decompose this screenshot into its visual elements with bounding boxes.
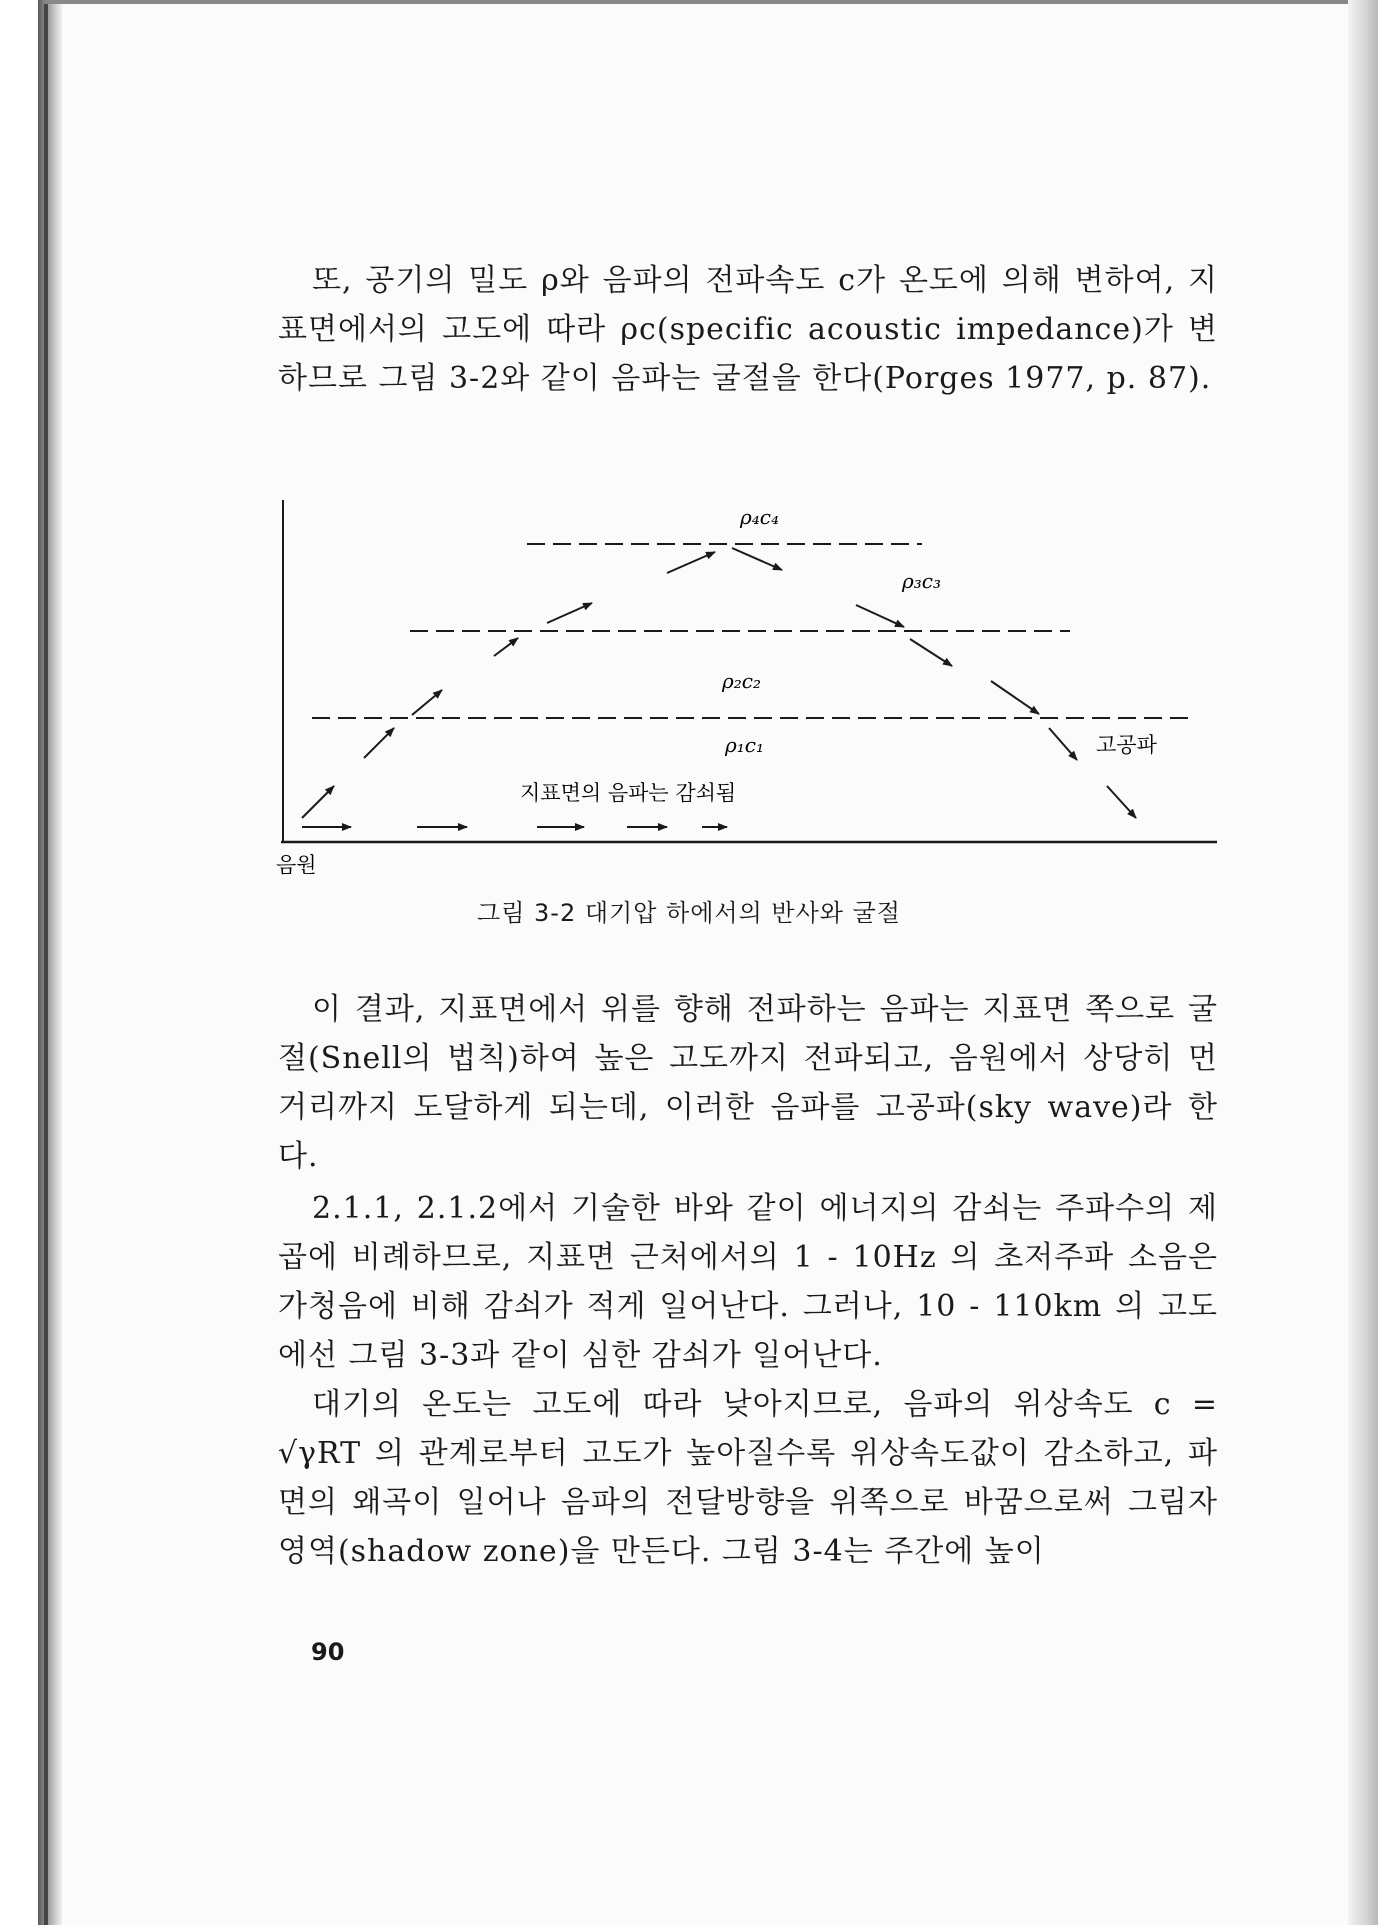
label-ground-attenuation: 지표면의 음파는 감쇠됨 xyxy=(520,781,737,805)
ray-down-1 xyxy=(732,548,782,570)
ray-down-4 xyxy=(991,681,1039,714)
ray-down-5 xyxy=(1049,728,1077,760)
ray-down-2 xyxy=(856,605,904,627)
label-rho2c2: ρ₂c₂ xyxy=(722,669,761,693)
label-rho3c3: ρ₃c₃ xyxy=(902,569,941,593)
paragraph-3-text: 2.1.1, 2.1.2에서 기술한 바와 같이 에너지의 감쇠는 주파수의 제곱에 비례하므로, 지표면 근처에서의 1 - 10Hz 의 초저주파 소음은 가청음에 비해 감쇠가 적게 일어난다. 그러나, 10 - 110km 의 고도에선 그림 3-3과 같이 심한 감쇠가 일어난다. xyxy=(278,1191,1218,1373)
label-source: 음원 xyxy=(276,853,317,877)
book-spine xyxy=(38,0,62,1925)
ray-up-2 xyxy=(364,728,394,758)
label-rho4c4: ρ₄c₄ xyxy=(740,505,779,529)
ray-down-6 xyxy=(1107,786,1136,818)
paragraph-4 xyxy=(278,1380,1218,1576)
ray-up-3 xyxy=(412,690,442,715)
paragraph-4-text: 대기의 온도는 고도에 따라 낮아지므로, 음파의 위상속도 c = √γRT 의 관계로부터 고도가 높아질수록 위상속도값이 감소하고, 파면의 왜곡이 일어나 음파의 전달방향을 위쪽으로 바꿈으로써 그림자 영역(shadow zone)을 만든다. 그림 3-4는 주간에 높이 xyxy=(278,1387,1218,1569)
paragraph-1 xyxy=(278,256,1218,403)
label-rho1c1: ρ₁c₁ xyxy=(725,733,764,757)
ray-up-1 xyxy=(302,786,334,818)
paragraph-1-text: 또, 공기의 밀도 ρ와 음파의 전파속도 c가 온도에 의해 변하여, 지표면에서의 고도에 따라 ρc(specific acoustic impedance)가 변하므로 그림 3-2와 같이 음파는 굴절을 한다(Porges 1977, p. 87). xyxy=(278,263,1218,396)
ray-up-4 xyxy=(494,638,518,656)
page-number: 90 xyxy=(311,1638,345,1666)
ray-up-5 xyxy=(547,603,592,623)
refraction-diagram xyxy=(262,488,1232,878)
book-edge-right xyxy=(1348,0,1378,1925)
label-sky-wave: 고공파 xyxy=(1096,733,1157,757)
paragraph-2-text: 이 결과, 지표면에서 위를 향해 전파하는 음파는 지표면 쪽으로 굴절(Snell의 법칙)하여 높은 고도까지 전파되고, 음원에서 상당히 먼 거리까지 도달하게 되는데, 이러한 음파를 고공파(sky wave)라 한다. xyxy=(278,992,1218,1174)
paragraph-2 xyxy=(278,985,1218,1181)
paragraph-3 xyxy=(278,1184,1218,1380)
ray-up-6 xyxy=(667,552,715,573)
figure-caption: 그림 3-2 대기압 하에서의 반사와 굴절 xyxy=(477,899,901,927)
book-edge-left xyxy=(44,0,48,1925)
ray-down-3 xyxy=(910,639,952,666)
